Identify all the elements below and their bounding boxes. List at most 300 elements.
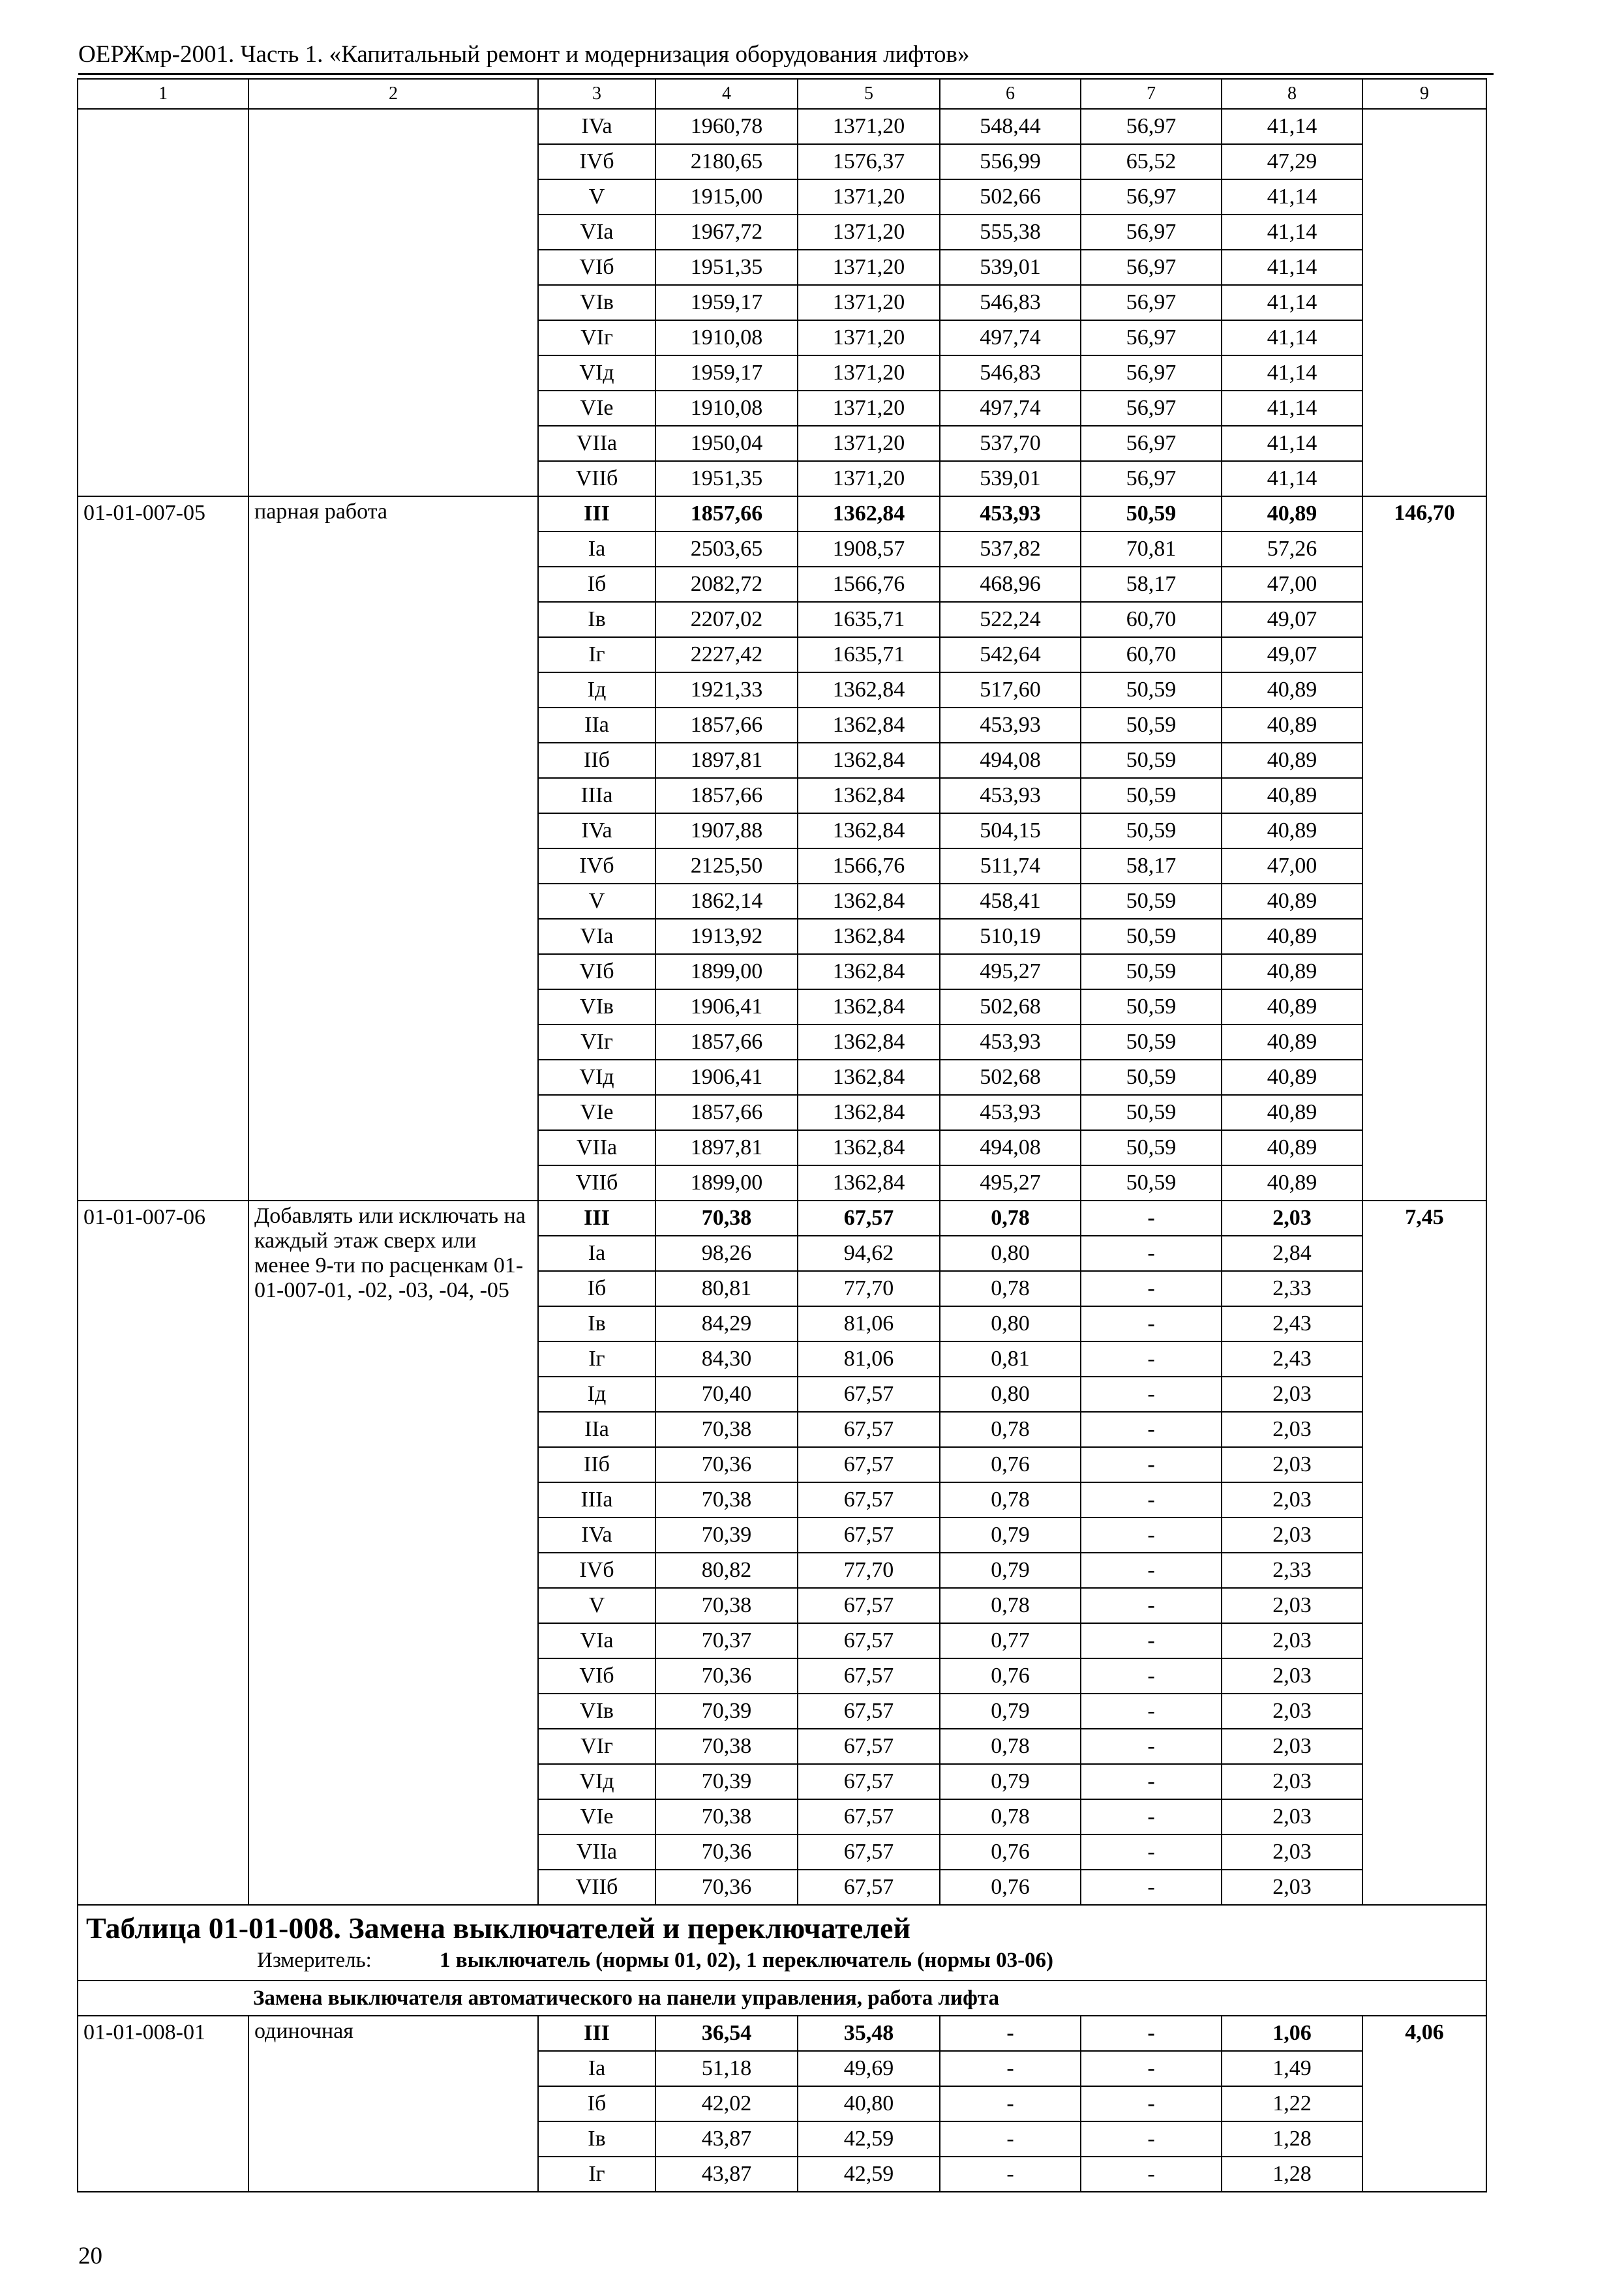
zone-code: Ia [538, 1236, 655, 1271]
value-cell: 42,02 [655, 2086, 798, 2121]
value-cell: 1362,84 [798, 743, 940, 778]
rate-total: 4,06 [1362, 2016, 1486, 2192]
value-cell: 2,03 [1222, 1799, 1362, 1834]
rates-table [77, 78, 1487, 2192]
value-cell: 67,57 [798, 1588, 940, 1623]
value-cell: 35,48 [798, 2016, 940, 2051]
value-cell: 1921,33 [655, 672, 798, 708]
value-cell: 40,89 [1222, 813, 1362, 848]
value-cell: 453,93 [940, 778, 1081, 813]
value-cell: - [1081, 1271, 1222, 1306]
value-cell: 1910,08 [655, 320, 798, 355]
subheading-row [78, 1981, 1486, 2016]
column-number: 1 [78, 79, 248, 109]
value-cell: 41,14 [1222, 391, 1362, 426]
value-cell: 40,89 [1222, 496, 1362, 531]
zone-code: Iг [538, 2157, 655, 2192]
zone-code: IVб [538, 848, 655, 884]
value-cell: 539,01 [940, 250, 1081, 285]
value-cell: 2,03 [1222, 1482, 1362, 1518]
value-cell: 56,97 [1081, 461, 1222, 496]
value-cell: 70,38 [655, 1729, 798, 1764]
table-row [78, 109, 1486, 144]
value-cell: 0,79 [940, 1518, 1081, 1553]
value-cell: 453,93 [940, 1095, 1081, 1130]
value-cell: - [1081, 2121, 1222, 2157]
value-cell: 0,79 [940, 1694, 1081, 1729]
zone-code: VIб [538, 954, 655, 989]
value-cell: 1906,41 [655, 989, 798, 1025]
column-number: 9 [1362, 79, 1486, 109]
zone-code: IIa [538, 1412, 655, 1447]
header-rule [78, 73, 1494, 75]
value-cell: 1371,20 [798, 179, 940, 215]
zone-code: Iб [538, 1271, 655, 1306]
column-number: 3 [538, 79, 655, 109]
value-cell: 70,39 [655, 1518, 798, 1553]
table-row [78, 496, 1486, 531]
value-cell: 50,59 [1081, 1095, 1222, 1130]
zone-code: VIIб [538, 461, 655, 496]
value-cell: 497,74 [940, 320, 1081, 355]
value-cell: 84,29 [655, 1306, 798, 1341]
zone-code: VIд [538, 355, 655, 391]
table-title-row [78, 1905, 1486, 1981]
value-cell: 67,57 [798, 1482, 940, 1518]
value-cell: 50,59 [1081, 813, 1222, 848]
value-cell: 0,80 [940, 1306, 1081, 1341]
value-cell: - [1081, 1870, 1222, 1905]
value-cell: 81,06 [798, 1341, 940, 1377]
value-cell: 67,57 [798, 1834, 940, 1870]
zone-code: VIв [538, 1694, 655, 1729]
value-cell: 539,01 [940, 461, 1081, 496]
value-cell: 2,03 [1222, 1201, 1362, 1236]
value-cell: 0,76 [940, 1658, 1081, 1694]
value-cell: 67,57 [798, 1377, 940, 1412]
rate-description: Добавлять или исключать на каждый этаж сверх или менее 9-ти по расценкам 01-01-007-01, -02, -03, -04, -05 [248, 1201, 538, 1905]
value-cell: 40,89 [1222, 743, 1362, 778]
value-cell: 1,49 [1222, 2051, 1362, 2086]
value-cell: 548,44 [940, 109, 1081, 144]
value-cell: 1913,92 [655, 919, 798, 954]
zone-code: III [538, 496, 655, 531]
table-title: Таблица 01-01-008. Замена выключателей и переключателей [86, 1911, 910, 1945]
value-cell: 2,03 [1222, 1694, 1362, 1729]
value-cell: 2125,50 [655, 848, 798, 884]
value-cell: 50,59 [1081, 672, 1222, 708]
value-cell: 1897,81 [655, 1130, 798, 1165]
zone-code: VIг [538, 320, 655, 355]
value-cell: 0,78 [940, 1729, 1081, 1764]
value-cell: 1899,00 [655, 954, 798, 989]
value-cell: 40,89 [1222, 672, 1362, 708]
measure-label: Измеритель: [257, 1949, 372, 1972]
value-cell: 1371,20 [798, 109, 940, 144]
value-cell: 1950,04 [655, 426, 798, 461]
value-cell: 1967,72 [655, 215, 798, 250]
value-cell: 84,30 [655, 1341, 798, 1377]
value-cell: 1371,20 [798, 215, 940, 250]
page-header-title: ОЕРЖмр-2001. Часть 1. «Капитальный ремонт и модернизация оборудования лифтов» [78, 41, 970, 68]
value-cell: 67,57 [798, 1518, 940, 1553]
value-cell: 41,14 [1222, 320, 1362, 355]
value-cell: 50,59 [1081, 1060, 1222, 1095]
value-cell: 510,19 [940, 919, 1081, 954]
value-cell: 2,33 [1222, 1553, 1362, 1588]
value-cell: - [940, 2157, 1081, 2192]
value-cell: 56,97 [1081, 250, 1222, 285]
value-cell: 494,08 [940, 743, 1081, 778]
value-cell: 0,78 [940, 1412, 1081, 1447]
value-cell: 2082,72 [655, 567, 798, 602]
value-cell: - [1081, 2051, 1222, 2086]
value-cell: 56,97 [1081, 109, 1222, 144]
measure-line [86, 1947, 1478, 1976]
value-cell: 1857,66 [655, 496, 798, 531]
value-cell: 1362,84 [798, 919, 940, 954]
value-cell: 41,14 [1222, 285, 1362, 320]
value-cell: 56,97 [1081, 179, 1222, 215]
value-cell: 0,81 [940, 1341, 1081, 1377]
value-cell: 36,54 [655, 2016, 798, 2051]
zone-code: III [538, 2016, 655, 2051]
value-cell: 1362,84 [798, 954, 940, 989]
value-cell: 2,03 [1222, 1623, 1362, 1658]
value-cell: 58,17 [1081, 567, 1222, 602]
value-cell: 77,70 [798, 1553, 940, 1588]
value-cell: 50,59 [1081, 919, 1222, 954]
value-cell: 56,97 [1081, 215, 1222, 250]
value-cell: 2,33 [1222, 1271, 1362, 1306]
value-cell: 56,97 [1081, 391, 1222, 426]
value-cell: 70,38 [655, 1799, 798, 1834]
value-cell: 537,70 [940, 426, 1081, 461]
zone-code: Ia [538, 2051, 655, 2086]
zone-code: Ia [538, 531, 655, 567]
code-cell [78, 109, 248, 496]
rate-code: 01-01-007-05 [78, 496, 248, 1201]
value-cell: 1362,84 [798, 708, 940, 743]
value-cell: 70,81 [1081, 531, 1222, 567]
zone-code: Iв [538, 1306, 655, 1341]
value-cell: 50,59 [1081, 496, 1222, 531]
value-cell: 50,59 [1081, 1165, 1222, 1201]
value-cell: 50,59 [1081, 1025, 1222, 1060]
zone-code: IVб [538, 144, 655, 179]
value-cell: 1362,84 [798, 884, 940, 919]
table-row [78, 2016, 1486, 2051]
zone-code: Iд [538, 672, 655, 708]
value-cell: 67,57 [798, 1623, 940, 1658]
value-cell: 40,89 [1222, 989, 1362, 1025]
value-cell: 98,26 [655, 1236, 798, 1271]
value-cell: 56,97 [1081, 285, 1222, 320]
table-title-cell [78, 1905, 1486, 1981]
value-cell: 50,59 [1081, 778, 1222, 813]
value-cell: - [1081, 1236, 1222, 1271]
value-cell: 70,39 [655, 1764, 798, 1799]
value-cell: - [1081, 1658, 1222, 1694]
value-cell: 1362,84 [798, 778, 940, 813]
zone-code: IIIa [538, 778, 655, 813]
value-cell: - [1081, 1799, 1222, 1834]
value-cell: - [1081, 1518, 1222, 1553]
value-cell: 57,26 [1222, 531, 1362, 567]
zone-code: III [538, 1201, 655, 1236]
value-cell: 1362,84 [798, 1130, 940, 1165]
value-cell: - [1081, 1764, 1222, 1799]
zone-code: IIб [538, 743, 655, 778]
value-cell: 70,37 [655, 1623, 798, 1658]
value-cell: 49,69 [798, 2051, 940, 2086]
zone-code: IIa [538, 708, 655, 743]
value-cell: 70,38 [655, 1482, 798, 1518]
value-cell: 56,97 [1081, 355, 1222, 391]
value-cell: 43,87 [655, 2157, 798, 2192]
rate-code: 01-01-007-06 [78, 1201, 248, 1905]
value-cell: 0,76 [940, 1870, 1081, 1905]
value-cell: 1857,66 [655, 1025, 798, 1060]
value-cell: 1906,41 [655, 1060, 798, 1095]
value-cell: 40,89 [1222, 1025, 1362, 1060]
value-cell: 67,57 [798, 1447, 940, 1482]
value-cell: 504,15 [940, 813, 1081, 848]
value-cell: 67,57 [798, 1658, 940, 1694]
value-cell: 458,41 [940, 884, 1081, 919]
value-cell: 1959,17 [655, 285, 798, 320]
table-row [78, 1201, 1486, 1236]
rate-total: 146,70 [1362, 496, 1486, 1201]
value-cell: 40,89 [1222, 1060, 1362, 1095]
zone-code: Iв [538, 2121, 655, 2157]
zone-code: VIa [538, 1623, 655, 1658]
value-cell: 1,28 [1222, 2157, 1362, 2192]
zone-code: VIe [538, 391, 655, 426]
value-cell: 1635,71 [798, 637, 940, 672]
column-number: 2 [248, 79, 538, 109]
value-cell: 2,03 [1222, 1412, 1362, 1447]
zone-code: VIIa [538, 1130, 655, 1165]
zone-code: VIд [538, 1764, 655, 1799]
zone-code: V [538, 1588, 655, 1623]
column-number: 6 [940, 79, 1081, 109]
zone-code: IVб [538, 1553, 655, 1588]
value-cell: 1,06 [1222, 2016, 1362, 2051]
value-cell: 47,29 [1222, 144, 1362, 179]
value-cell: 2,03 [1222, 1764, 1362, 1799]
value-cell: 1362,84 [798, 1165, 940, 1201]
value-cell: 50,59 [1081, 884, 1222, 919]
value-cell: 42,59 [798, 2157, 940, 2192]
zone-code: VIб [538, 1658, 655, 1694]
zone-code: Iг [538, 637, 655, 672]
rate-description: одиночная [248, 2016, 538, 2192]
zone-code: Iб [538, 567, 655, 602]
value-cell: 1566,76 [798, 567, 940, 602]
value-cell: 42,59 [798, 2121, 940, 2157]
value-cell: 2503,65 [655, 531, 798, 567]
value-cell: - [1081, 1447, 1222, 1482]
value-cell: 50,59 [1081, 1130, 1222, 1165]
value-cell: - [940, 2016, 1081, 2051]
zone-code: VIд [538, 1060, 655, 1095]
value-cell: 43,87 [655, 2121, 798, 2157]
value-cell: 517,60 [940, 672, 1081, 708]
value-cell: 0,78 [940, 1482, 1081, 1518]
value-cell: 1371,20 [798, 285, 940, 320]
value-cell: 1362,84 [798, 496, 940, 531]
value-cell: 1915,00 [655, 179, 798, 215]
value-cell: - [1081, 1306, 1222, 1341]
value-cell: - [1081, 1694, 1222, 1729]
value-cell: 2,03 [1222, 1834, 1362, 1870]
value-cell: 1899,00 [655, 1165, 798, 1201]
value-cell: 1,28 [1222, 2121, 1362, 2157]
value-cell: 70,38 [655, 1412, 798, 1447]
zone-code: V [538, 179, 655, 215]
zone-code: VIa [538, 919, 655, 954]
value-cell: 50,59 [1081, 743, 1222, 778]
description-cell [248, 109, 538, 496]
value-cell: 1362,84 [798, 1095, 940, 1130]
zone-code: Iб [538, 2086, 655, 2121]
value-cell: 546,83 [940, 285, 1081, 320]
value-cell: 2227,42 [655, 637, 798, 672]
value-cell: 522,24 [940, 602, 1081, 637]
value-cell: 77,70 [798, 1271, 940, 1306]
value-cell: 49,07 [1222, 637, 1362, 672]
zone-code: IVa [538, 1518, 655, 1553]
value-cell: - [1081, 1377, 1222, 1412]
rate-total: 7,45 [1362, 1201, 1486, 1905]
value-cell: 2180,65 [655, 144, 798, 179]
rate-code: 01-01-008-01 [78, 2016, 248, 2192]
column-number-row [78, 79, 1486, 109]
zone-code: VIб [538, 250, 655, 285]
value-cell: 70,39 [655, 1694, 798, 1729]
value-cell: 1371,20 [798, 250, 940, 285]
value-cell: 67,57 [798, 1764, 940, 1799]
value-cell: 2,43 [1222, 1306, 1362, 1341]
value-cell: 0,80 [940, 1236, 1081, 1271]
zone-code: VIг [538, 1729, 655, 1764]
value-cell: 58,17 [1081, 848, 1222, 884]
value-cell: 80,81 [655, 1271, 798, 1306]
value-cell: - [940, 2121, 1081, 2157]
value-cell: 41,14 [1222, 426, 1362, 461]
value-cell: 1897,81 [655, 743, 798, 778]
page-number: 20 [78, 2243, 102, 2269]
value-cell: 67,57 [798, 1412, 940, 1447]
rates-table-body [78, 79, 1486, 2192]
value-cell: 502,66 [940, 179, 1081, 215]
column-number: 4 [655, 79, 798, 109]
value-cell: 2,03 [1222, 1377, 1362, 1412]
value-cell: 1857,66 [655, 708, 798, 743]
value-cell: 537,82 [940, 531, 1081, 567]
value-cell: 51,18 [655, 2051, 798, 2086]
value-cell: 41,14 [1222, 109, 1362, 144]
zone-code: VIIa [538, 1834, 655, 1870]
value-cell: 70,38 [655, 1201, 798, 1236]
value-cell: 2,03 [1222, 1729, 1362, 1764]
value-cell: 494,08 [940, 1130, 1081, 1165]
value-cell: 495,27 [940, 1165, 1081, 1201]
value-cell: 40,89 [1222, 954, 1362, 989]
value-cell: 1635,71 [798, 602, 940, 637]
value-cell: 1362,84 [798, 1060, 940, 1095]
value-cell: - [1081, 1729, 1222, 1764]
value-cell: 0,78 [940, 1201, 1081, 1236]
value-cell: 0,77 [940, 1623, 1081, 1658]
value-cell: 2,03 [1222, 1658, 1362, 1694]
zone-code: VIв [538, 285, 655, 320]
value-cell: 1362,84 [798, 672, 940, 708]
value-cell: 70,36 [655, 1447, 798, 1482]
value-cell: 468,96 [940, 567, 1081, 602]
value-cell: 1862,14 [655, 884, 798, 919]
value-cell: 1566,76 [798, 848, 940, 884]
value-cell: 2207,02 [655, 602, 798, 637]
value-cell: 0,78 [940, 1799, 1081, 1834]
zone-code: VIe [538, 1799, 655, 1834]
value-cell: 0,76 [940, 1834, 1081, 1870]
zone-code: VIв [538, 989, 655, 1025]
value-cell: 1371,20 [798, 355, 940, 391]
value-cell: 67,57 [798, 1870, 940, 1905]
value-cell: 502,68 [940, 1060, 1081, 1095]
value-cell: 495,27 [940, 954, 1081, 989]
value-cell: 2,43 [1222, 1341, 1362, 1377]
value-cell: 40,89 [1222, 884, 1362, 919]
zone-code: IIIa [538, 1482, 655, 1518]
value-cell: - [1081, 1588, 1222, 1623]
zone-code: IVa [538, 813, 655, 848]
value-cell: 453,93 [940, 1025, 1081, 1060]
value-cell: 1371,20 [798, 320, 940, 355]
value-cell: 2,84 [1222, 1236, 1362, 1271]
value-cell: 2,03 [1222, 1870, 1362, 1905]
value-cell: 60,70 [1081, 602, 1222, 637]
value-cell: 50,59 [1081, 989, 1222, 1025]
value-cell: 81,06 [798, 1306, 940, 1341]
zone-code: V [538, 884, 655, 919]
value-cell: 40,89 [1222, 1095, 1362, 1130]
value-cell: 453,93 [940, 496, 1081, 531]
zone-code: VIa [538, 215, 655, 250]
value-cell: 60,70 [1081, 637, 1222, 672]
value-cell: 41,14 [1222, 215, 1362, 250]
value-cell: 47,00 [1222, 848, 1362, 884]
value-cell: 40,89 [1222, 919, 1362, 954]
value-cell: 70,36 [655, 1658, 798, 1694]
value-cell: - [1081, 1412, 1222, 1447]
value-cell: 50,59 [1081, 954, 1222, 989]
value-cell: 546,83 [940, 355, 1081, 391]
zone-code: IIб [538, 1447, 655, 1482]
value-cell: 0,78 [940, 1271, 1081, 1306]
value-cell: 1576,37 [798, 144, 940, 179]
value-cell: 70,36 [655, 1870, 798, 1905]
value-cell: 56,97 [1081, 426, 1222, 461]
value-cell: - [940, 2086, 1081, 2121]
value-cell: 0,78 [940, 1588, 1081, 1623]
zone-code: VIIa [538, 426, 655, 461]
value-cell: 556,99 [940, 144, 1081, 179]
value-cell: 50,59 [1081, 708, 1222, 743]
value-cell: 67,57 [798, 1799, 940, 1834]
